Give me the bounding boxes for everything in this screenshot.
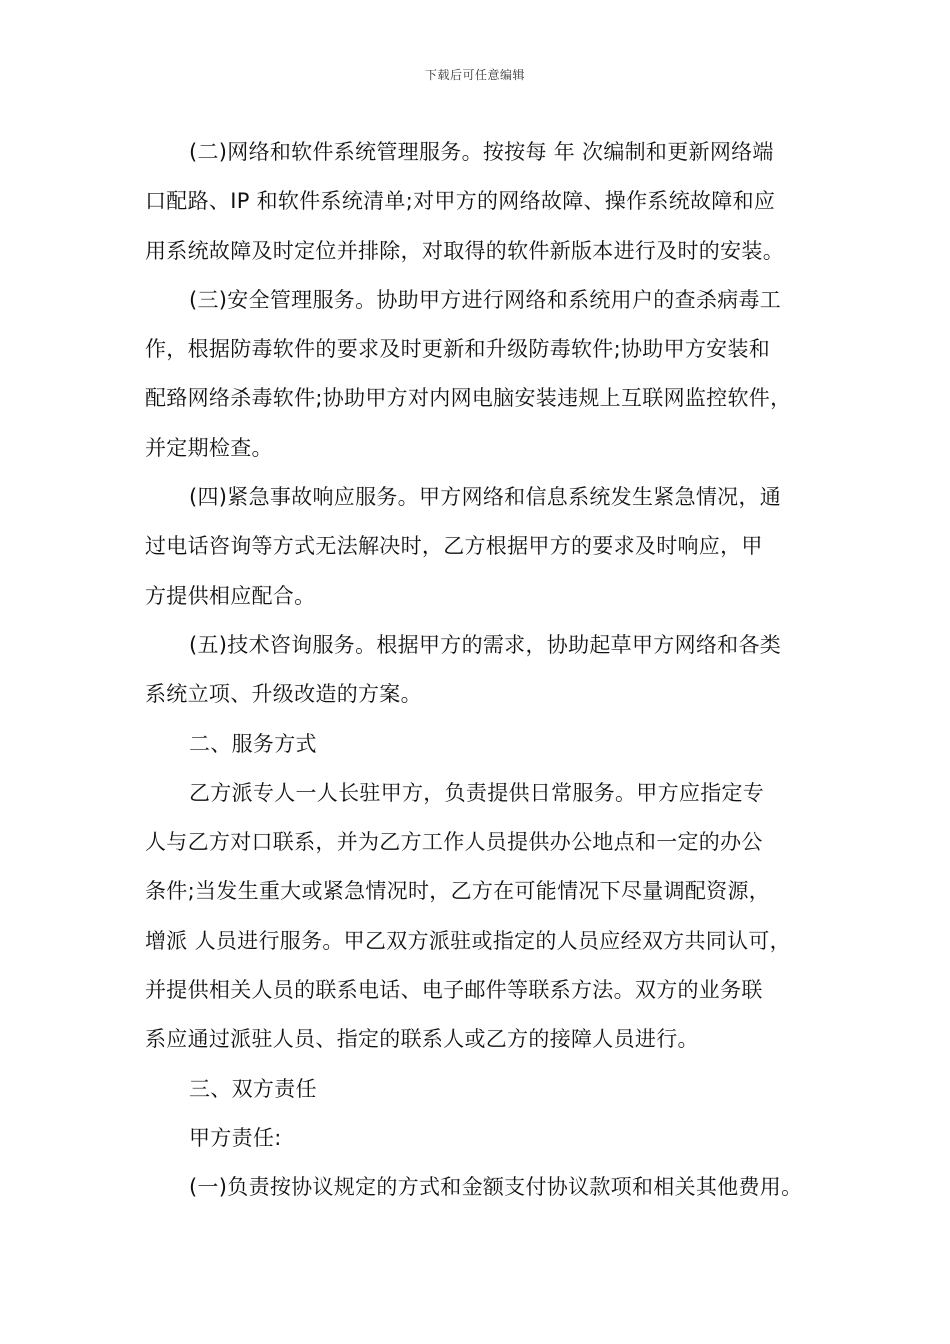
text-line: 系统立项、升级改造的方案。 — [145, 682, 422, 707]
text-line: 过电话咨询等方式无法解决时，乙方根据甲方的要求及时响应，甲 — [145, 534, 763, 559]
text-line: (四)紧急事故响应服务。甲方网络和信息系统发生紧急情况，通 — [189, 485, 782, 510]
text-line: 乙方派专人一人长驻甲方，负责提供日常服务。甲方应指定专 — [189, 780, 765, 805]
text-line: 并提供相关人员的联系电话、电子邮件等联系方法。双方的业务联 — [145, 978, 763, 1003]
text-line: 口配路、IP 和软件系统清单;对甲方的网络故障、操作系统故障和应 — [145, 189, 776, 214]
paragraph-technical-consulting — [145, 621, 825, 720]
text-line: (五)技术咨询服务。根据甲方的需求，协助起草甲方网络和各类 — [189, 632, 782, 657]
paragraph-service-mode — [145, 769, 825, 1065]
text-line: 方提供相应配合。 — [145, 583, 316, 608]
text-line: (一)负责按协议规定的方式和金额支付协议款项和相关其他费用。 — [189, 1175, 803, 1200]
subheading-party-a-responsibilities — [145, 1114, 825, 1163]
page-header: 下载后可任意编辑 — [424, 68, 525, 82]
paragraph-party-a-item-1 — [145, 1163, 825, 1212]
text-line: 增派 人员进行服务。甲乙双方派驻或指定的人员应经双方共同认可， — [145, 928, 791, 953]
text-line: 用系统故障及时定位并排除，对取得的软件新版本进行及时的安装。 — [145, 238, 784, 263]
section-heading-service-mode — [145, 720, 825, 769]
text-line: (二)网络和软件系统管理服务。按按每 年 次编制和更新网络端 — [189, 140, 774, 164]
subheading: 甲方责任: — [189, 1125, 282, 1150]
text-line: 作，根据防毒软件的要求及时更新和升级防毒软件;协助甲方安装和 — [145, 337, 771, 362]
text-line: 配臵网络杀毒软件;协助甲方对内网电脑安装违规上互联网监控软件， — [145, 386, 792, 411]
paragraph-network-software-management — [145, 128, 825, 276]
text-line: (三)安全管理服务。协助甲方进行网络和系统用户的查杀病毒工 — [189, 287, 782, 312]
paragraph-security-management — [145, 276, 825, 473]
section-heading: 二、服务方式 — [189, 731, 317, 756]
paragraph-emergency-response — [145, 473, 825, 621]
document-body — [145, 128, 825, 1213]
text-line: 人与乙方对口联系，并为乙方工作人员提供办公地点和一定的办公 — [145, 830, 763, 855]
text-line: 系应通过派驻人员、指定的联系人或乙方的接障人员进行。 — [145, 1027, 699, 1052]
section-heading-responsibilities — [145, 1065, 825, 1114]
text-line: 并定期检查。 — [145, 435, 273, 460]
text-line: 条件;当发生重大或紧急情况时，乙方在可能情况下尽量调配资源， — [145, 879, 771, 904]
section-heading: 三、双方责任 — [189, 1076, 317, 1101]
